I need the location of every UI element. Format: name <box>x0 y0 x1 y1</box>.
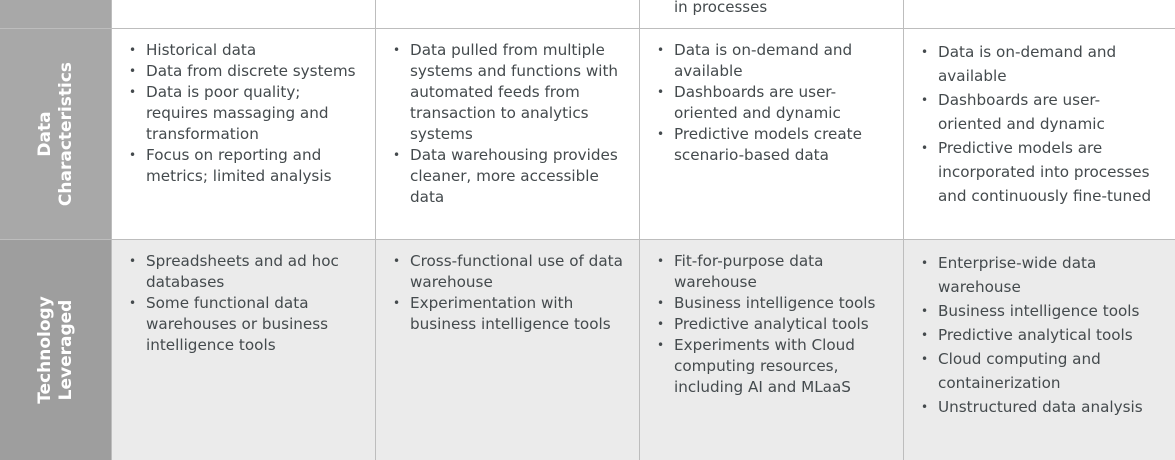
bullet-list <box>654 251 891 398</box>
row-header-label <box>35 62 77 206</box>
list-item: • Enterprise-wide data warehouse <box>918 251 1163 299</box>
table-row-top <box>0 0 1175 29</box>
list-item: • Data pulled from multiple systems and functions with automated feeds from transaction to analytics systems <box>390 40 627 145</box>
table-cell <box>903 0 1175 28</box>
row-header-top <box>0 0 111 28</box>
cell-text: in processes <box>674 0 768 16</box>
row-header-data-characteristics <box>0 29 111 239</box>
table-cell <box>903 29 1175 239</box>
list-item: • Business intelligence tools <box>918 299 1163 323</box>
row-header-label <box>35 296 77 404</box>
table-cell <box>111 0 375 28</box>
list-item: • Dashboards are user-oriented and dynamic <box>918 88 1163 136</box>
list-item: • Some functional data warehouses or business intelligence tools <box>126 293 363 356</box>
list-item: • Predictive analytical tools <box>918 323 1163 347</box>
table-cell <box>375 29 639 239</box>
row-header-line: Technology <box>34 296 55 404</box>
row-header-line: Data <box>34 111 55 157</box>
row-header-technology-leveraged <box>0 240 111 460</box>
list-item: • Focus on reporting and metrics; limited analysis <box>126 145 363 187</box>
table-cell <box>903 240 1175 460</box>
bullet-list <box>918 251 1163 419</box>
bullet-list <box>126 251 363 356</box>
list-item: • Data is poor quality; requires massaging and transformation <box>126 82 363 145</box>
list-item: • Data is on-demand and available <box>918 40 1163 88</box>
table-cell <box>111 29 375 239</box>
table-cell <box>375 240 639 460</box>
list-item: • Experiments with Cloud computing resources, including AI and MLaaS <box>654 335 891 398</box>
list-item: • Cross-functional use of data warehouse <box>390 251 627 293</box>
table-cell <box>111 240 375 460</box>
bullet-list <box>390 251 627 335</box>
table-row-data-characteristics <box>0 29 1175 240</box>
row-header-line: Characteristics <box>55 61 76 207</box>
table-cell <box>639 0 903 28</box>
list-item: • Spreadsheets and ad hoc databases <box>126 251 363 293</box>
list-item: • Predictive analytical tools <box>654 314 891 335</box>
bullet-list <box>654 40 891 166</box>
list-item: • Historical data <box>126 40 363 61</box>
bullet-list <box>390 40 627 208</box>
list-item: • Predictive models are incorporated into processes and continuously fine-tuned <box>918 136 1163 208</box>
table-row-technology-leveraged <box>0 240 1175 460</box>
table-cell <box>639 29 903 239</box>
list-item: • Fit-for-purpose data warehouse <box>654 251 891 293</box>
list-item: • Experimentation with business intelligence tools <box>390 293 627 335</box>
list-item: • Unstructured data analysis <box>918 395 1163 419</box>
bullet-list <box>918 40 1163 208</box>
list-item: • Predictive models create scenario-based data <box>654 124 891 166</box>
list-item: • Data warehousing provides cleaner, more accessible data <box>390 145 627 208</box>
table-cell <box>375 0 639 28</box>
list-item: • Business intelligence tools <box>654 293 891 314</box>
bullet-list <box>126 40 363 187</box>
row-header-line: Leveraged <box>55 299 76 401</box>
list-item: • Cloud computing and containerization <box>918 347 1163 395</box>
table-cell <box>639 240 903 460</box>
list-item: • Dashboards are user-oriented and dynamic <box>654 82 891 124</box>
list-item: • Data is on-demand and available <box>654 40 891 82</box>
list-item: • Data from discrete systems <box>126 61 363 82</box>
